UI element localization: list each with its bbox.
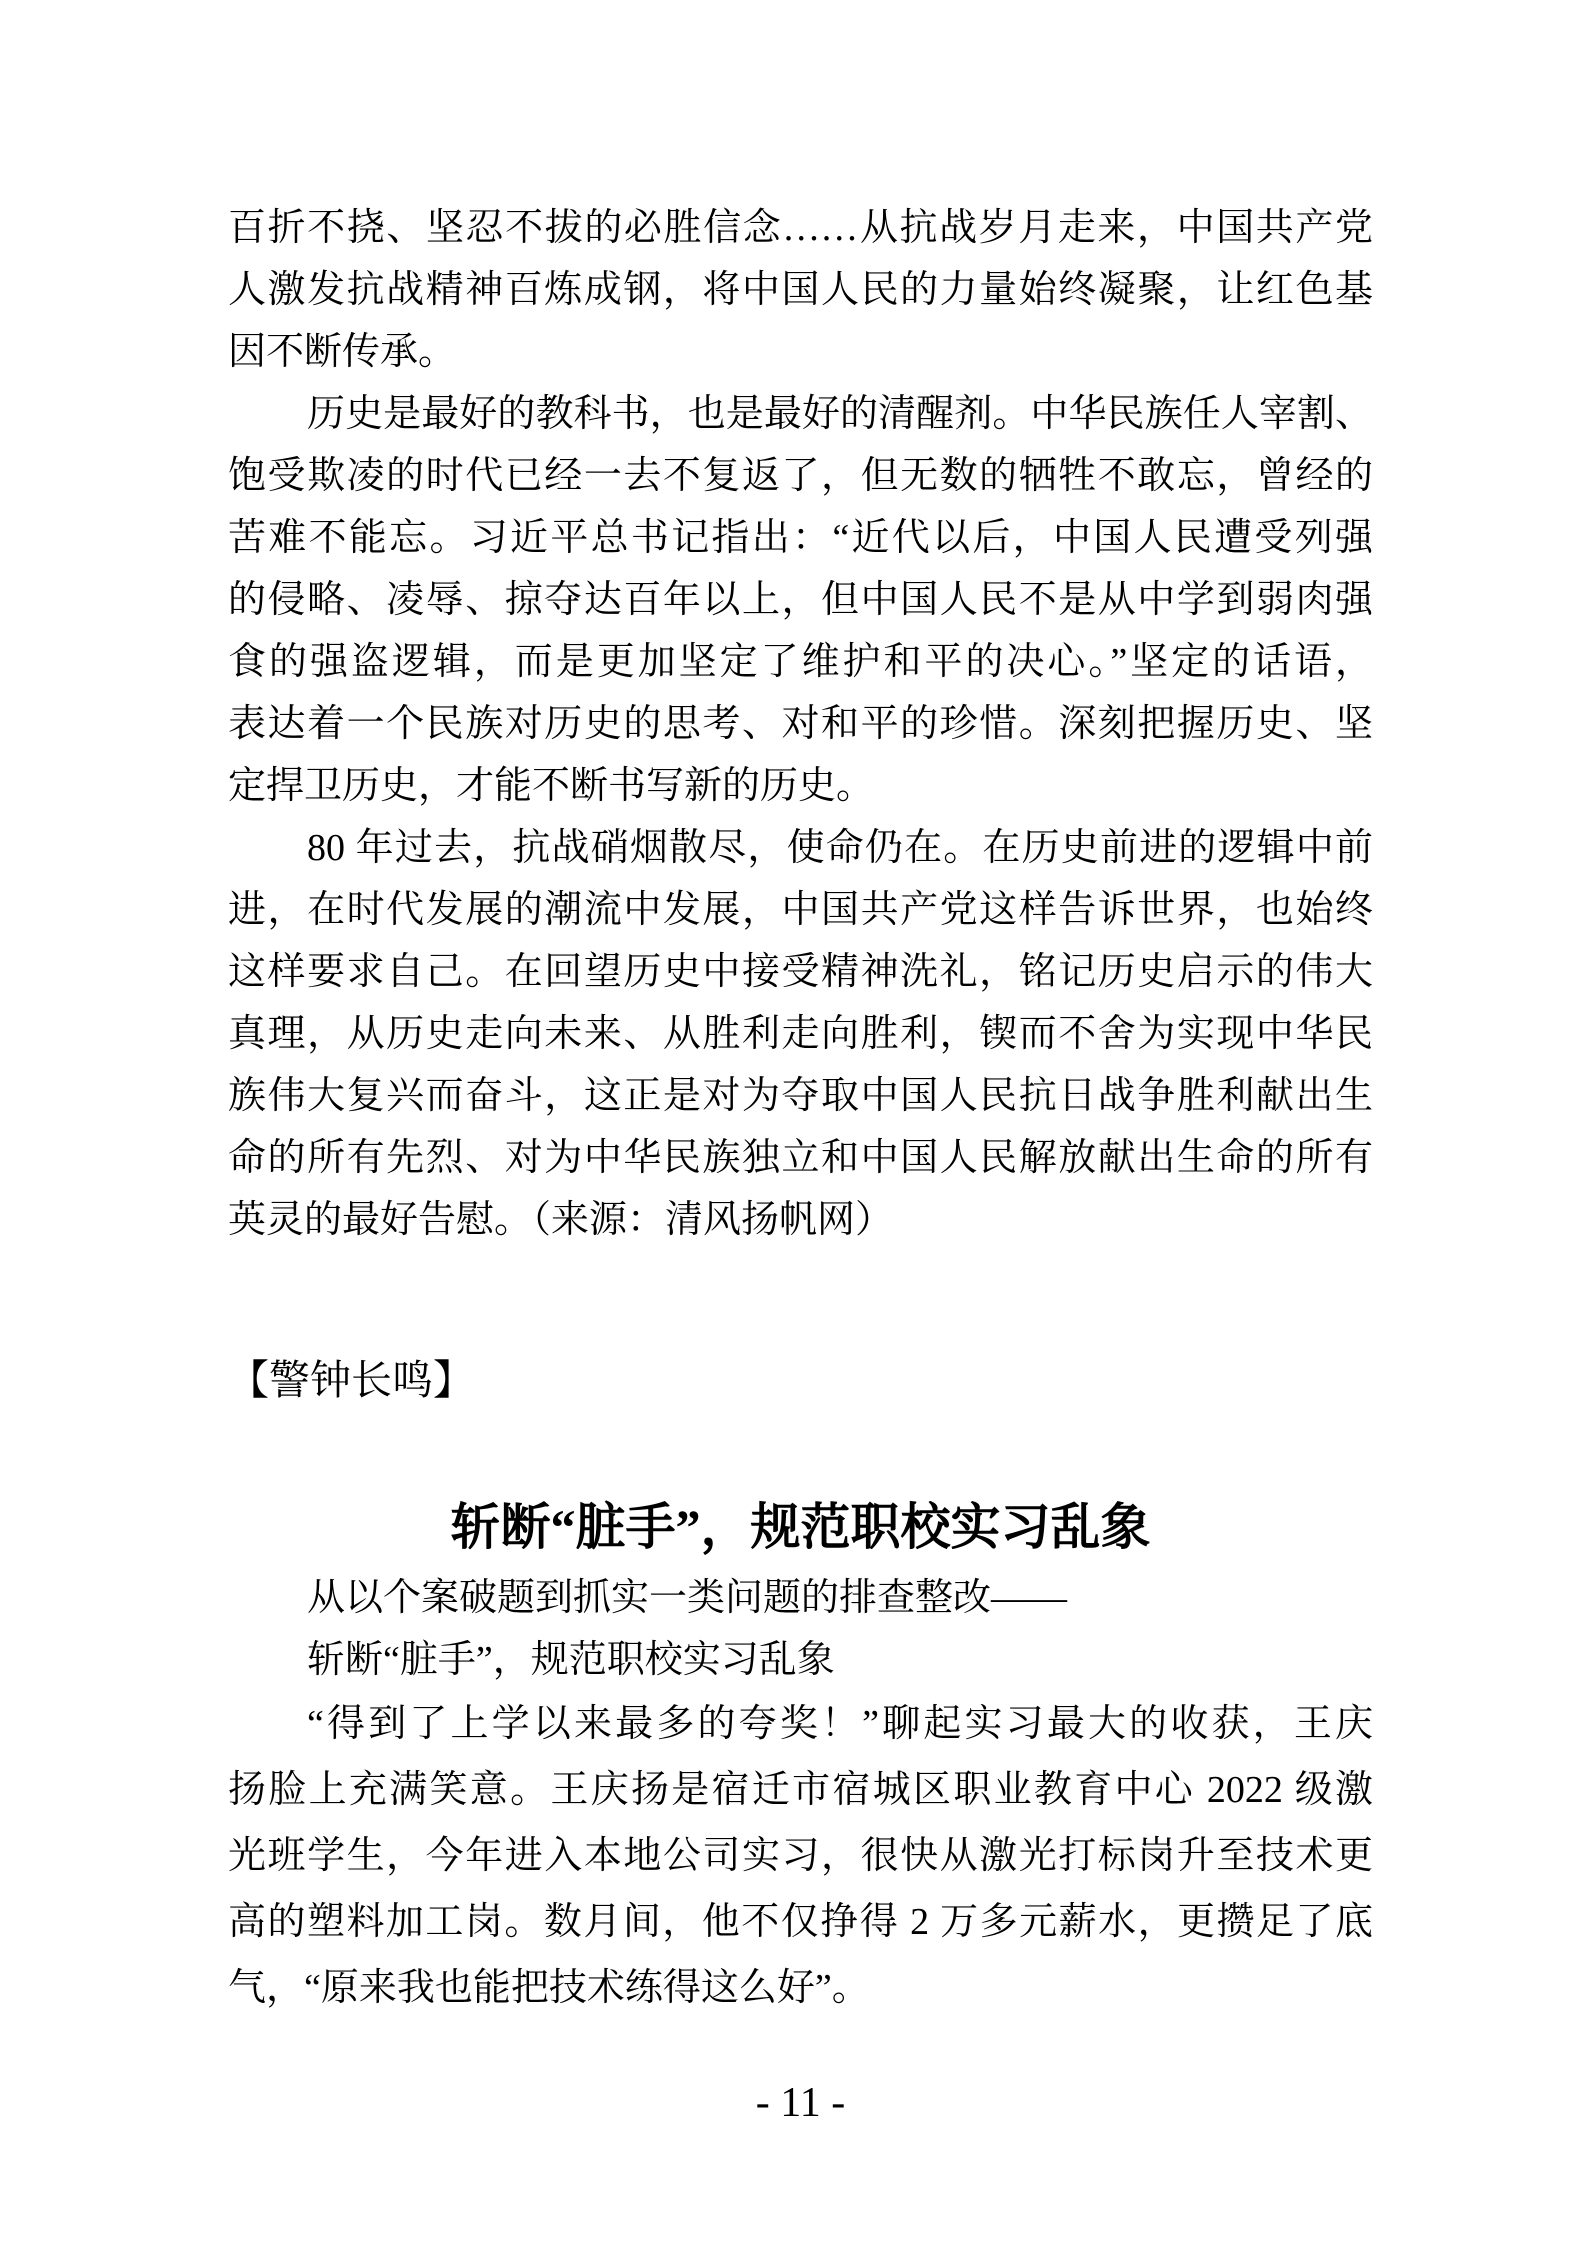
body-line: 百折不挠、坚忍不拔的必胜信念……从抗战岁月走来，中国共产党 [228,207,1373,249]
paragraph [228,817,1373,1251]
body-line: 定捍卫历史，才能不断书写新的历史。 [228,765,875,807]
body-line: 气，“原来我也能把技术练得这么好”。 [228,1967,870,2009]
document-body [228,0,1373,2128]
section-header: 【警钟长鸣】 [228,1357,474,1403]
body-line: 人激发抗战精神百炼成钢，将中国人民的力量始终凝聚，让红色基 [228,269,1373,311]
body-line: 的侵略、凌辱、掠夺达百年以上，但中国人民不是从中学到弱肉强 [228,579,1373,621]
body-line: 光班学生，今年进入本地公司实习，很快从激光打标岗升至技术更 [228,1835,1373,1877]
body-line: “得到了上学以来最多的夸奖！”聊起实习最大的收获，王庆 [307,1703,1373,1745]
dek-line: 斩断“脏手”，规范职校实习乱象 [307,1639,835,1681]
paragraph [228,1691,1373,2021]
dek-line: 从以个案破题到抓实一类问题的排查整改—— [307,1577,1068,1619]
page-number: - 11 - [755,2080,846,2126]
body-line: 表达着一个民族对历史的思考、对和平的珍惜。深刻把握历史、坚 [228,703,1373,745]
body-line: 这样要求自己。在回望历史中接受精神洗礼，铭记历史启示的伟大 [228,951,1373,993]
body-line: 80 年过去，抗战硝烟散尽，使命仍在。在历史前进的逻辑中前 [307,827,1373,869]
paragraph [228,197,1373,383]
body-line: 进，在时代发展的潮流中发展，中国共产党这样告诉世界，也始终 [228,889,1373,931]
article-title: 斩断“脏手”，规范职校实习乱象 [450,1499,1151,1555]
body-line: 因不断传承。 [228,331,457,373]
paragraph [228,383,1373,817]
body-line: 真理，从历史走向未来、从胜利走向胜利，锲而不舍为实现中华民 [228,1013,1373,1055]
article-dek [228,1567,1373,1691]
body-line: 食的强盗逻辑，而是更加坚定了维护和平的决心。”坚定的话语， [228,641,1373,683]
body-line: 苦难不能忘。习近平总书记指出：“近代以后，中国人民遭受列强 [228,517,1373,559]
body-line: 扬脸上充满笑意。王庆扬是宿迁市宿城区职业教育中心 2022 级激 [228,1769,1373,1811]
body-line: 高的塑料加工岗。数月间，他不仅挣得 2 万多元薪水，更攒足了底 [228,1901,1373,1943]
body-line: 英灵的最好告慰。（来源：清风扬帆网） [228,1199,894,1241]
body-line: 饱受欺凌的时代已经一去不复返了，但无数的牺牲不敢忘，曾经的 [228,455,1373,497]
body-line: 族伟大复兴而奋斗，这正是对为夺取中国人民抗日战争胜利献出生 [228,1075,1373,1117]
body-line: 命的所有先烈、对为中华民族独立和中国人民解放献出生命的所有 [228,1137,1373,1179]
body-line: 历史是最好的教科书，也是最好的清醒剂。中华民族任人宰割、 [307,393,1373,435]
